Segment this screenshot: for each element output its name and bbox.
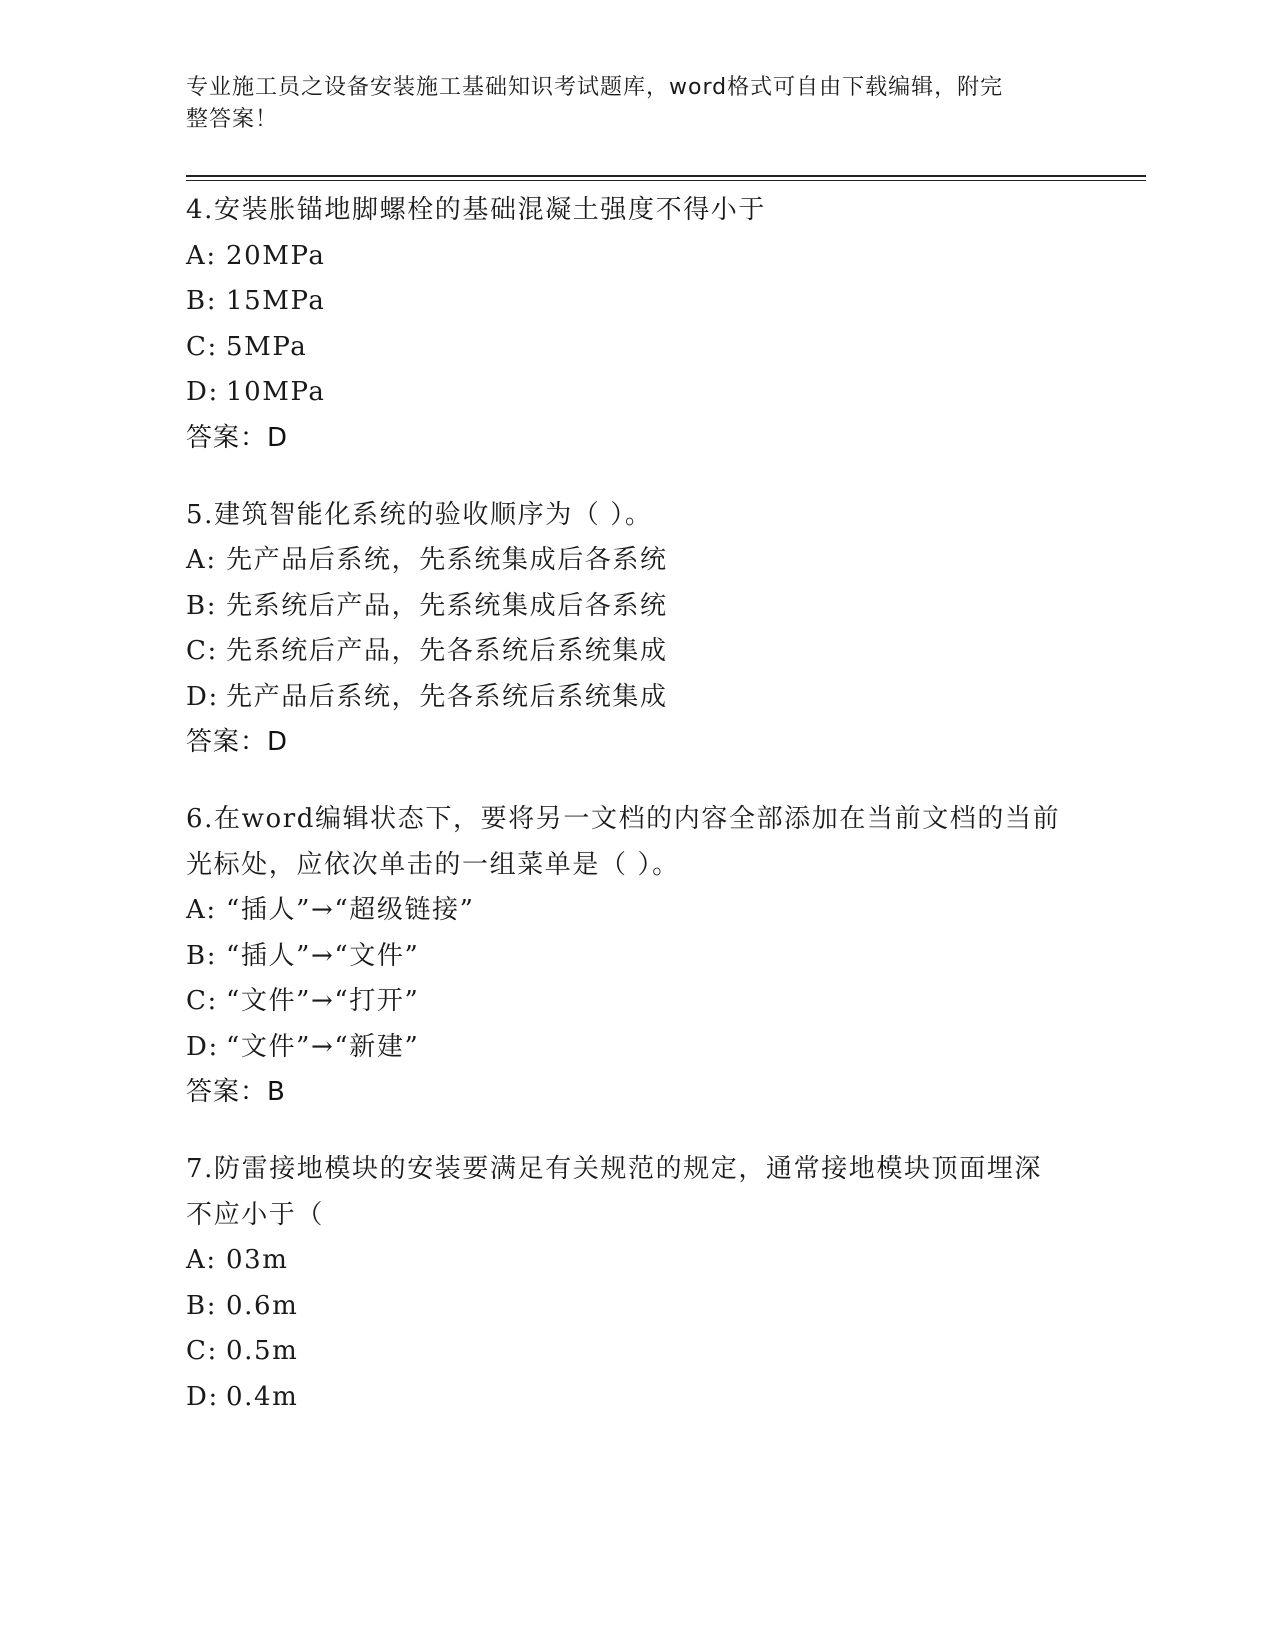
header-line-2: 整答案！: [186, 107, 279, 132]
option-label: C:: [186, 331, 218, 362]
answer-line: 答案：D: [186, 727, 289, 757]
option-label: C:: [186, 636, 218, 666]
option-label: D:: [186, 377, 219, 407]
option-text: 0.6m: [226, 1290, 299, 1321]
option-label: A:: [186, 895, 217, 925]
option-label: D:: [186, 1031, 219, 1062]
option-label: A:: [186, 1245, 217, 1275]
option-text: “插人”→“超级链接”: [226, 895, 475, 925]
question-6: [186, 797, 1086, 1114]
answer-line: 答案：D: [186, 422, 289, 453]
answer-line: 答案：B: [186, 1077, 286, 1107]
option-label: B:: [186, 1290, 218, 1321]
option-b: [186, 934, 1086, 980]
document-header: [186, 72, 1066, 136]
option-text: 先系统后产品，先各系统后系统集成: [226, 636, 668, 666]
option-b: [186, 1284, 1086, 1330]
option-b: [186, 279, 1086, 325]
option-c: [186, 325, 1086, 371]
option-label: C:: [186, 1336, 218, 1366]
question-stem: 5.建筑智能化系统的验收顺序为（ ）。: [186, 499, 653, 530]
option-text: 0.5m: [226, 1336, 299, 1366]
option-label: B:: [186, 286, 218, 316]
option-text: 先产品后系统，先各系统后系统集成: [226, 681, 668, 712]
question-stem: 7.防雷接地模块的安装要满足有关规范的规定，通常接地模块顶面埋深不应小于（: [186, 1154, 1043, 1230]
question-list: [186, 188, 1086, 1453]
header-divider-thick: [186, 175, 1146, 177]
option-text: 20MPa: [226, 240, 326, 271]
option-label: A:: [186, 545, 217, 575]
option-label: B:: [186, 940, 218, 971]
option-text: 先系统后产品，先系统集成后各系统: [226, 590, 668, 621]
question-7: [186, 1147, 1086, 1420]
option-text: 5MPa: [226, 331, 308, 362]
option-text: “文件”→“打开”: [226, 986, 420, 1016]
option-d: [186, 675, 1086, 721]
option-label: A:: [186, 240, 217, 271]
option-text: 15MPa: [226, 286, 326, 316]
option-b: [186, 584, 1086, 630]
question-stem: 4.安装胀锚地脚螺栓的基础混凝土强度不得小于: [186, 195, 767, 225]
option-a: [186, 1238, 1086, 1284]
option-a: [186, 234, 1086, 280]
option-text: 03m: [226, 1245, 289, 1275]
option-text: 10MPa: [226, 377, 326, 407]
option-a: [186, 538, 1086, 584]
option-text: 先产品后系统，先系统集成后各系统: [226, 545, 668, 575]
question-4: [186, 188, 1086, 460]
option-label: D:: [186, 1381, 219, 1412]
option-c: [186, 629, 1086, 675]
option-d: [186, 1375, 1086, 1421]
option-d: [186, 370, 1086, 416]
option-text: 0.4m: [226, 1381, 299, 1412]
option-d: [186, 1025, 1086, 1071]
header-divider-thin: [186, 180, 1146, 181]
option-a: [186, 888, 1086, 934]
header-line-1: 专业施工员之设备安装施工基础知识考试题库，word格式可自由下载编辑，附完: [186, 75, 1004, 100]
option-label: D:: [186, 681, 219, 712]
option-label: B:: [186, 590, 218, 621]
option-label: C:: [186, 986, 218, 1016]
option-text: “插人”→“文件”: [226, 940, 420, 971]
question-stem: 6.在word编辑状态下，要将另一文档的内容全部添加在当前文档的当前光标处，应依次单击的一组菜单是（ ）。: [186, 804, 1061, 880]
option-text: “文件”→“新建”: [226, 1031, 420, 1062]
option-c: [186, 979, 1086, 1025]
question-5: [186, 493, 1086, 765]
option-c: [186, 1329, 1086, 1375]
